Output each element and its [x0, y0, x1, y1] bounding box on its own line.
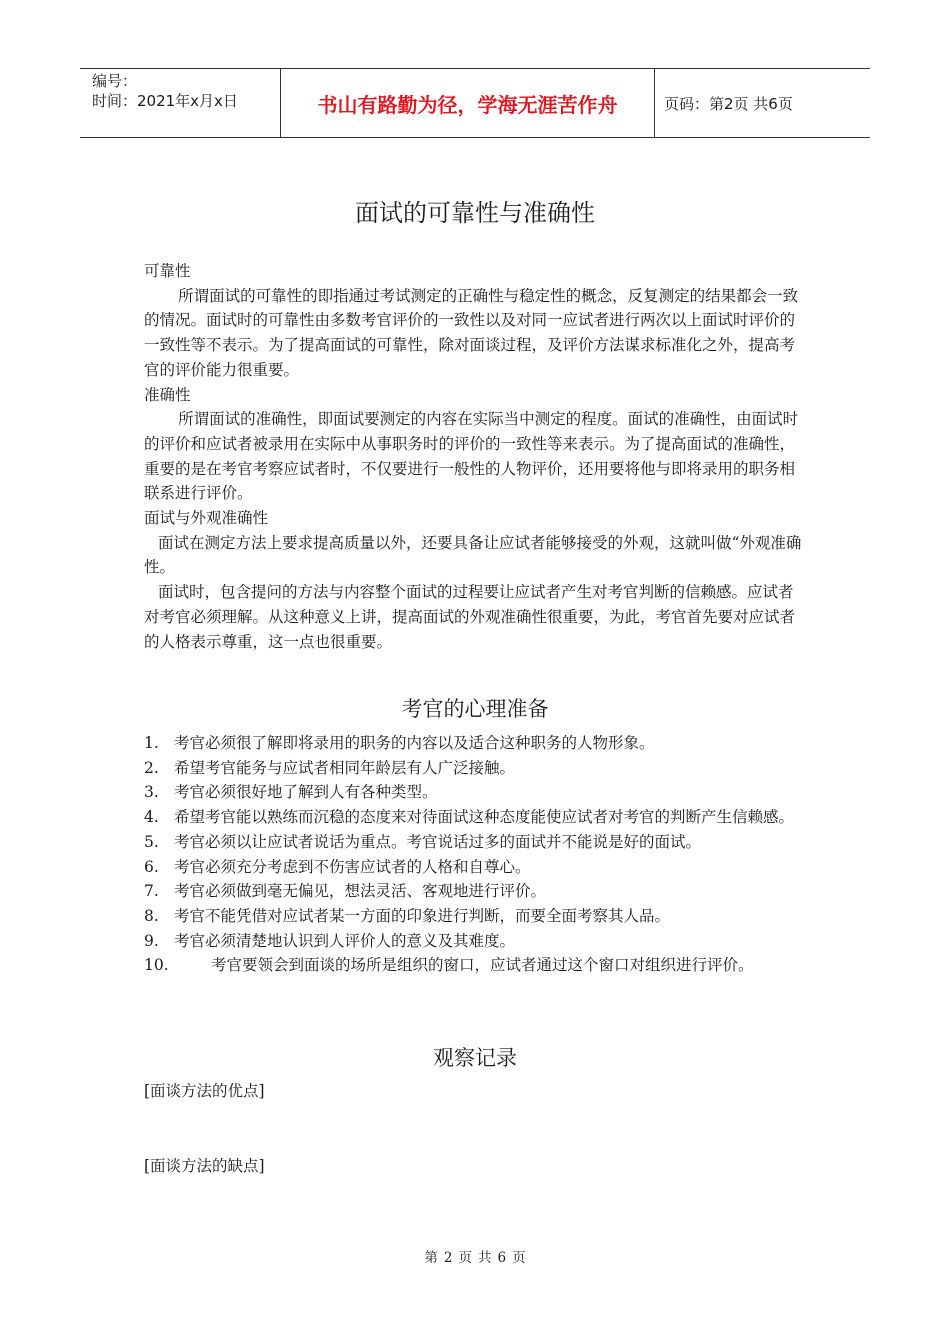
footer-total-pages: 6 — [497, 1250, 507, 1266]
section-title-examiner-preparation: 考官的心理准备 — [401, 697, 549, 721]
number-label: 编号： — [92, 72, 138, 90]
footer-page-number: 2 — [443, 1250, 453, 1266]
section-body-face-validity-2: 面试时，包含提问的方法与内容整个面试的过程要让应试者产生对考官判断的信赖感。应试者对考官必须理解。从这种意义上讲，提高面试的外观准确性很重要，为此，考官首先要对应试者的人格表示尊重，这一点也很重要。 — [144, 583, 796, 651]
list-item: 4. 希望考官能以熟练而沉稳的态度来对待面试这种态度能使应试者对考官的判断产生信赖感。 — [144, 808, 795, 827]
cons-label: [面谈方法的缺点] — [144, 1157, 265, 1175]
section-body-validity: 所谓面试的准确性，即面试要测定的内容在实际当中测定的程度。面试的准确性，由面试时的评价和应试者被录用在实际中从事职务时的评价的一致性等来表示。为了提高面试的准确性，重要的是在考官考察应试者时，不仅要进行一般性的人物评价，还用要将他与即将录用的职务相联系进行评价。 — [144, 410, 799, 503]
section-heading-reliability: 可靠性 — [144, 262, 191, 280]
footer-text: 第 — [424, 1250, 438, 1266]
date-label: 时间：2021年x月x日 — [92, 92, 238, 110]
footer-text: 共 — [478, 1250, 492, 1266]
page-footer — [0, 1246, 950, 1266]
header-page-label: 页码：第2页 共6页 — [664, 94, 793, 113]
section-body-face-validity-1: 面试在测定方法上要求提高质量以外，还要具备让应试者能够接受的外观，这就叫做“外观准确性。 — [144, 533, 802, 577]
list-item: 9. 考官必须清楚地认识到人评价人的意义及其难度。 — [144, 931, 516, 950]
list-item: 5. 考官必须以让应试者说话为重点。考官说话过多的面试并不能说是好的面试。 — [144, 832, 702, 851]
section-title-observation-record: 观察记录 — [433, 1046, 517, 1070]
footer-text: 页 — [458, 1250, 472, 1266]
list-item: 7. 考官必须做到毫无偏见，想法灵活、客观地进行评价。 — [144, 882, 547, 901]
examiner-preparation-list — [144, 731, 804, 978]
header-left-cell — [80, 69, 281, 137]
header-table — [80, 68, 870, 138]
footer-text: 页 — [512, 1250, 526, 1266]
document-title: 面试的可靠性与准确性 — [355, 199, 595, 227]
section-heading-face-validity: 面试与外观准确性 — [144, 509, 269, 528]
section-heading-validity: 准确性 — [144, 385, 191, 404]
list-item: 2. 希望考官能务与应试者相同年龄层有人广泛接触。 — [144, 758, 516, 777]
section-reliability-and-validity — [144, 259, 804, 654]
list-item: 3. 考官必须很好地了解到人有各种类型。 — [144, 783, 438, 802]
header-motto: 书山有路勤为径，学海无涯苦作舟 — [281, 69, 655, 137]
pros-label: [面谈方法的优点] — [144, 1082, 265, 1100]
list-item: 10. 考官要领会到面谈的场所是组织的窗口，应试者通过这个窗口对组织进行评价。 — [144, 956, 754, 975]
section-body-reliability: 所谓面试的可靠性的即指通过考试测定的正确性与稳定性的概念，反复测定的结果都会一致的情况。面试时的可靠性由多数考官评价的一致性以及对同一应试者进行两次以上面试时评价的一致性等不表示。为了提高面试的可靠性，除对面谈过程，及评价方法谋求标准化之外，提高考官的评价能力很重要。 — [144, 286, 799, 379]
list-item: 1. 考官必须很了解即将录用的职务的内容以及适合这种职务的人物形象。 — [144, 734, 655, 752]
list-item: 8. 考官不能凭借对应试者某一方面的印象进行判断，而要全面考察其人品。 — [144, 906, 671, 925]
list-item: 6. 考官必须充分考虑到不伤害应试者的人格和自尊心。 — [144, 857, 531, 876]
